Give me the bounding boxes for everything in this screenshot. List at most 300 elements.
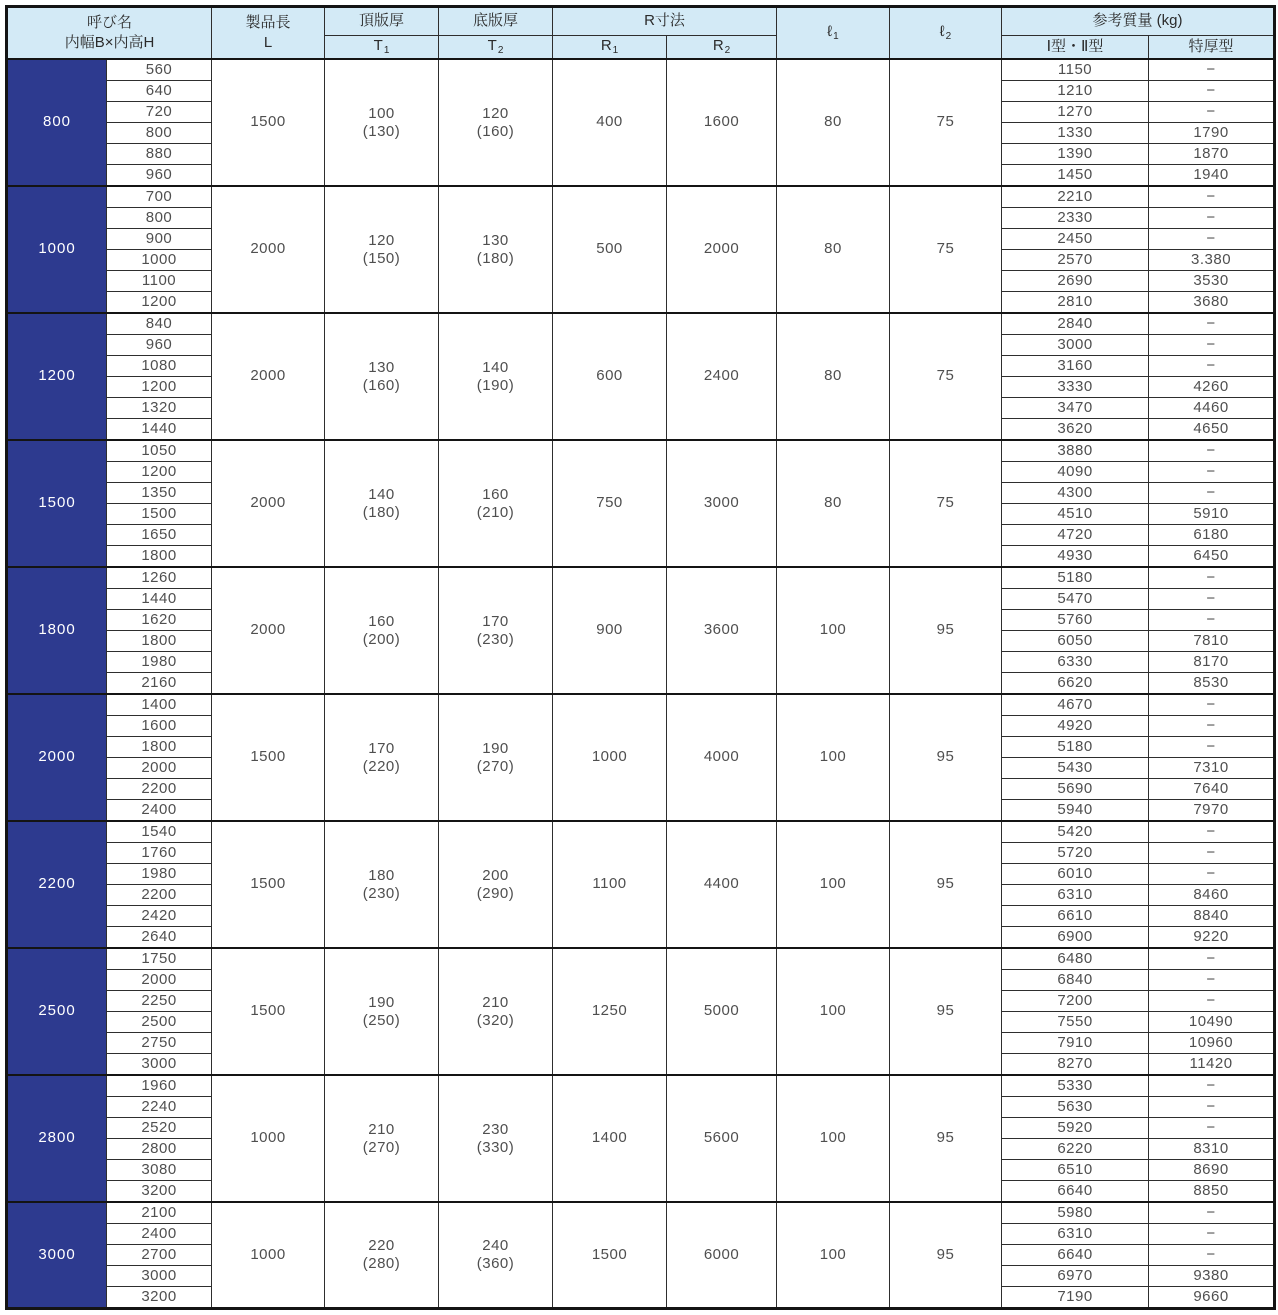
mass-extra-cell: 7310 — [1149, 758, 1275, 779]
mass-type12-cell: 4930 — [1002, 546, 1149, 568]
mass-type12-cell: 5920 — [1002, 1118, 1149, 1139]
mass-type12-cell: 6220 — [1002, 1139, 1149, 1160]
mass-type12-cell: 1210 — [1002, 81, 1149, 102]
mass-extra-cell: 7970 — [1149, 800, 1275, 822]
mass-type12-cell: 3000 — [1002, 335, 1149, 356]
mass-type12-cell: 6610 — [1002, 906, 1149, 927]
table-row — [7, 948, 1275, 970]
t2-value: 170 — [482, 612, 509, 630]
height-cell: 1050 — [107, 440, 212, 462]
mass-extra-cell: 9380 — [1149, 1266, 1275, 1287]
mass-type12-cell: 6840 — [1002, 970, 1149, 991]
mass-extra-cell: 10960 — [1149, 1033, 1275, 1054]
mass-extra-cell: − — [1149, 1224, 1275, 1245]
table-header — [7, 7, 1275, 60]
mass-extra-cell: 7810 — [1149, 631, 1275, 652]
mass-extra-cell: − — [1149, 737, 1275, 758]
mass-extra-cell: 3680 — [1149, 292, 1275, 314]
height-cell: 1200 — [107, 462, 212, 483]
table-row — [7, 694, 1275, 716]
height-cell: 1440 — [107, 419, 212, 441]
header-bottom-thickness: 底版厚 — [439, 7, 553, 36]
t2-value: 240 — [482, 1237, 509, 1254]
mass-extra-cell: − — [1149, 1097, 1275, 1118]
product-length-cell: 1500 — [212, 59, 325, 186]
bottom-thickness-cell — [439, 567, 553, 694]
mass-extra-cell: − — [1149, 1118, 1275, 1139]
mass-type12-cell: 2810 — [1002, 292, 1149, 314]
height-cell: 1960 — [107, 1075, 212, 1097]
height-cell: 1200 — [107, 292, 212, 314]
mass-type12-cell: 3330 — [1002, 377, 1149, 398]
height-cell: 1350 — [107, 483, 212, 504]
mass-extra-cell: − — [1149, 440, 1275, 462]
r2-cell: 3000 — [667, 440, 777, 567]
height-cell: 1540 — [107, 821, 212, 843]
mass-extra-cell: 8850 — [1149, 1181, 1275, 1203]
height-cell: 1440 — [107, 589, 212, 610]
mass-type12-cell: 4920 — [1002, 716, 1149, 737]
mass-extra-cell: 1790 — [1149, 123, 1275, 144]
r2-cell: 4000 — [667, 694, 777, 821]
header-top-thickness: 頂版厚 — [325, 7, 439, 36]
height-cell: 720 — [107, 102, 212, 123]
product-length-cell: 1500 — [212, 948, 325, 1075]
nominal-b-cell: 2500 — [7, 948, 107, 1075]
mass-extra-cell: − — [1149, 694, 1275, 716]
height-cell: 1600 — [107, 716, 212, 737]
top-thickness-cell — [325, 694, 439, 821]
header-mass-extra: 特厚型 — [1149, 36, 1275, 60]
header-row-1 — [7, 7, 1275, 36]
nominal-b-cell: 1500 — [7, 440, 107, 567]
mass-extra-cell: − — [1149, 313, 1275, 335]
l2-cell: 95 — [890, 694, 1002, 821]
height-cell: 960 — [107, 335, 212, 356]
height-cell: 640 — [107, 81, 212, 102]
r1-cell: 1500 — [553, 1202, 667, 1309]
mass-type12-cell: 6310 — [1002, 885, 1149, 906]
height-cell: 2160 — [107, 673, 212, 695]
t2-value: 120 — [482, 104, 509, 122]
mass-extra-cell: − — [1149, 567, 1275, 589]
height-cell: 800 — [107, 208, 212, 229]
height-cell: 2420 — [107, 906, 212, 927]
mass-type12-cell: 2450 — [1002, 229, 1149, 250]
mass-type12-cell: 1390 — [1002, 144, 1149, 165]
mass-type12-cell: 7550 — [1002, 1012, 1149, 1033]
bottom-thickness-cell — [439, 440, 553, 567]
t1-value: 210 — [368, 1120, 395, 1138]
mass-extra-cell: − — [1149, 186, 1275, 208]
t1-paren-value: (280) — [362, 1255, 401, 1272]
product-length-cell: 2000 — [212, 313, 325, 440]
r2-cell: 2000 — [667, 186, 777, 313]
l2-cell: 95 — [890, 821, 1002, 948]
height-cell: 3000 — [107, 1266, 212, 1287]
mass-extra-cell: − — [1149, 864, 1275, 885]
bottom-thickness-cell — [439, 694, 553, 821]
t1-subscript: 1 — [383, 45, 390, 57]
mass-type12-cell: 6310 — [1002, 1224, 1149, 1245]
top-thickness-cell — [325, 440, 439, 567]
nominal-b-cell: 800 — [7, 59, 107, 186]
header-t1 — [325, 36, 439, 60]
mass-type12-cell: 6970 — [1002, 1266, 1149, 1287]
product-length-cell: 2000 — [212, 186, 325, 313]
l2-cell: 95 — [890, 1202, 1002, 1309]
l2-cell: 75 — [890, 59, 1002, 186]
height-cell: 3200 — [107, 1181, 212, 1203]
mass-extra-cell: − — [1149, 229, 1275, 250]
top-thickness-cell — [325, 948, 439, 1075]
l2-cell: 95 — [890, 1075, 1002, 1202]
l1-cell: 100 — [777, 948, 890, 1075]
height-cell: 3080 — [107, 1160, 212, 1181]
r1-cell: 1100 — [553, 821, 667, 948]
mass-extra-cell: − — [1149, 589, 1275, 610]
t2-paren-value: (270) — [476, 757, 515, 775]
height-cell: 1620 — [107, 610, 212, 631]
r2-cell: 3600 — [667, 567, 777, 694]
t2-subscript: 2 — [497, 45, 504, 57]
mass-type12-cell: 7200 — [1002, 991, 1149, 1012]
t2-paren-value: (160) — [476, 122, 515, 140]
t1-value: 140 — [368, 485, 395, 503]
l1-cell: 100 — [777, 1202, 890, 1309]
mass-type12-cell: 7190 — [1002, 1287, 1149, 1309]
bottom-thickness-cell — [439, 186, 553, 313]
t1-value: 220 — [368, 1237, 395, 1254]
mass-type12-cell: 4720 — [1002, 525, 1149, 546]
mass-type12-cell: 5420 — [1002, 821, 1149, 843]
mass-type12-cell: 5690 — [1002, 779, 1149, 800]
mass-type12-cell: 5940 — [1002, 800, 1149, 822]
r1-symbol: R — [600, 37, 612, 55]
height-cell: 2200 — [107, 885, 212, 906]
r1-cell: 400 — [553, 59, 667, 186]
r1-cell: 1400 — [553, 1075, 667, 1202]
table-row — [7, 1075, 1275, 1097]
t2-paren-value: (210) — [476, 503, 515, 521]
r2-cell: 4400 — [667, 821, 777, 948]
t2-symbol: T — [487, 37, 497, 55]
product-length-cell: 2000 — [212, 440, 325, 567]
mass-extra-cell: 8310 — [1149, 1139, 1275, 1160]
height-cell: 2200 — [107, 779, 212, 800]
mass-type12-cell: 5760 — [1002, 610, 1149, 631]
r2-cell: 1600 — [667, 59, 777, 186]
height-cell: 1750 — [107, 948, 212, 970]
t1-paren-value: (180) — [362, 503, 401, 521]
t1-symbol: T — [373, 37, 383, 55]
r1-cell: 600 — [553, 313, 667, 440]
nominal-b-cell: 3000 — [7, 1202, 107, 1309]
product-length-cell: 1500 — [212, 694, 325, 821]
r1-cell: 1000 — [553, 694, 667, 821]
mass-type12-cell: 5720 — [1002, 843, 1149, 864]
mass-extra-cell: − — [1149, 843, 1275, 864]
height-cell: 1980 — [107, 864, 212, 885]
mass-type12-cell: 1150 — [1002, 59, 1149, 81]
mass-extra-cell: 4650 — [1149, 419, 1275, 441]
mass-extra-cell: − — [1149, 610, 1275, 631]
mass-extra-cell: − — [1149, 1245, 1275, 1266]
mass-extra-cell: 6180 — [1149, 525, 1275, 546]
mass-extra-cell: 3.380 — [1149, 250, 1275, 271]
mass-extra-cell: 4460 — [1149, 398, 1275, 419]
r2-cell: 5000 — [667, 948, 777, 1075]
mass-extra-cell: 10490 — [1149, 1012, 1275, 1033]
height-cell: 2520 — [107, 1118, 212, 1139]
l1-cell: 80 — [777, 313, 890, 440]
l1-cell: 80 — [777, 440, 890, 567]
mass-type12-cell: 6010 — [1002, 864, 1149, 885]
mass-extra-cell: 9660 — [1149, 1287, 1275, 1309]
product-length-cell: 2000 — [212, 567, 325, 694]
r1-cell: 1250 — [553, 948, 667, 1075]
mass-extra-cell: 9220 — [1149, 927, 1275, 949]
mass-extra-cell: 6450 — [1149, 546, 1275, 568]
nominal-b-cell: 2800 — [7, 1075, 107, 1202]
header-r-dimension: R寸法 — [553, 7, 777, 36]
r2-cell: 6000 — [667, 1202, 777, 1309]
mass-type12-cell: 6480 — [1002, 948, 1149, 970]
mass-type12-cell: 4510 — [1002, 504, 1149, 525]
nominal-b-cell: 2200 — [7, 821, 107, 948]
mass-extra-cell: 8530 — [1149, 673, 1275, 695]
mass-type12-cell: 5630 — [1002, 1097, 1149, 1118]
height-cell: 2800 — [107, 1139, 212, 1160]
mass-type12-cell: 7910 — [1002, 1033, 1149, 1054]
header-l2 — [890, 7, 1002, 60]
table-row — [7, 440, 1275, 462]
t2-paren-value: (320) — [476, 1011, 515, 1029]
t2-value: 200 — [482, 866, 509, 884]
header-r2 — [667, 36, 777, 60]
mass-type12-cell: 6640 — [1002, 1181, 1149, 1203]
mass-type12-cell: 5470 — [1002, 589, 1149, 610]
table-row — [7, 567, 1275, 589]
mass-extra-cell: 4260 — [1149, 377, 1275, 398]
table-row — [7, 1202, 1275, 1224]
height-cell: 960 — [107, 165, 212, 187]
mass-extra-cell: 11420 — [1149, 1054, 1275, 1076]
mass-type12-cell: 6510 — [1002, 1160, 1149, 1181]
t2-value: 140 — [482, 358, 509, 376]
t2-value: 130 — [482, 231, 509, 249]
top-thickness-cell — [325, 186, 439, 313]
mass-extra-cell: − — [1149, 81, 1275, 102]
height-cell: 2640 — [107, 927, 212, 949]
height-cell: 1100 — [107, 271, 212, 292]
mass-extra-cell: 8690 — [1149, 1160, 1275, 1181]
t1-value: 160 — [368, 612, 395, 630]
height-cell: 3200 — [107, 1287, 212, 1309]
t1-paren-value: (150) — [362, 249, 401, 267]
l2-cell: 95 — [890, 567, 1002, 694]
r2-cell: 5600 — [667, 1075, 777, 1202]
mass-type12-cell: 4300 — [1002, 483, 1149, 504]
mass-extra-cell: 5910 — [1149, 504, 1275, 525]
mass-type12-cell: 5330 — [1002, 1075, 1149, 1097]
height-cell: 2000 — [107, 758, 212, 779]
mass-extra-cell: − — [1149, 335, 1275, 356]
r2-subscript: 2 — [724, 45, 731, 57]
mass-extra-cell: − — [1149, 1202, 1275, 1224]
mass-extra-cell: − — [1149, 59, 1275, 81]
l1-cell: 100 — [777, 567, 890, 694]
l2-symbol: ℓ — [939, 23, 945, 41]
header-r1 — [553, 36, 667, 60]
header-mass-type12: Ⅰ型・Ⅱ型 — [1002, 36, 1149, 60]
height-cell: 2000 — [107, 970, 212, 991]
height-cell: 1080 — [107, 356, 212, 377]
mass-type12-cell: 4090 — [1002, 462, 1149, 483]
height-cell: 880 — [107, 144, 212, 165]
mass-extra-cell: − — [1149, 991, 1275, 1012]
mass-type12-cell: 3470 — [1002, 398, 1149, 419]
l1-symbol: ℓ — [827, 23, 833, 41]
mass-extra-cell: 1870 — [1149, 144, 1275, 165]
t1-paren-value: (160) — [362, 376, 401, 394]
t1-paren-value: (270) — [362, 1138, 401, 1156]
mass-type12-cell: 5180 — [1002, 737, 1149, 758]
t2-value: 230 — [482, 1120, 509, 1138]
nominal-b-cell: 1800 — [7, 567, 107, 694]
height-cell: 3000 — [107, 1054, 212, 1076]
t2-value: 160 — [482, 485, 509, 503]
mass-type12-cell: 3880 — [1002, 440, 1149, 462]
mass-type12-cell: 8270 — [1002, 1054, 1149, 1076]
r1-cell: 900 — [553, 567, 667, 694]
header-length-symbol: L — [263, 34, 273, 51]
header-nominal-title: 呼び名 — [87, 14, 133, 31]
l1-cell: 80 — [777, 186, 890, 313]
t1-paren-value: (230) — [362, 884, 401, 902]
mass-extra-cell: 1940 — [1149, 165, 1275, 187]
height-cell: 1500 — [107, 504, 212, 525]
r2-symbol: R — [712, 37, 724, 55]
t2-paren-value: (360) — [476, 1255, 515, 1272]
mass-type12-cell: 6330 — [1002, 652, 1149, 673]
height-cell: 840 — [107, 313, 212, 335]
r1-cell: 500 — [553, 186, 667, 313]
mass-extra-cell: − — [1149, 716, 1275, 737]
t2-value: 190 — [482, 739, 509, 757]
height-cell: 2700 — [107, 1245, 212, 1266]
t1-paren-value: (250) — [362, 1011, 401, 1029]
l1-cell: 80 — [777, 59, 890, 186]
header-t2 — [439, 36, 553, 60]
l2-cell: 75 — [890, 313, 1002, 440]
height-cell: 2100 — [107, 1202, 212, 1224]
mass-extra-cell: 8460 — [1149, 885, 1275, 906]
nominal-b-cell: 1200 — [7, 313, 107, 440]
height-cell: 2750 — [107, 1033, 212, 1054]
header-product-length — [212, 7, 325, 60]
l2-cell: 75 — [890, 440, 1002, 567]
mass-extra-cell: − — [1149, 462, 1275, 483]
mass-type12-cell: 6640 — [1002, 1245, 1149, 1266]
nominal-b-cell: 1000 — [7, 186, 107, 313]
product-length-cell: 1500 — [212, 821, 325, 948]
nominal-b-cell: 2000 — [7, 694, 107, 821]
l1-subscript: 1 — [833, 31, 839, 43]
header-nominal-name — [7, 7, 212, 60]
mass-extra-cell: 8170 — [1149, 652, 1275, 673]
header-l1 — [777, 7, 890, 60]
top-thickness-cell — [325, 567, 439, 694]
mass-extra-cell: − — [1149, 948, 1275, 970]
t2-paren-value: (330) — [476, 1138, 515, 1156]
header-reference-mass: 参考質量 (kg) — [1002, 7, 1275, 36]
height-cell: 800 — [107, 123, 212, 144]
l2-cell: 75 — [890, 186, 1002, 313]
spec-table — [5, 5, 1276, 1310]
mass-extra-cell: − — [1149, 970, 1275, 991]
t2-paren-value: (230) — [476, 630, 515, 648]
table-row — [7, 313, 1275, 335]
mass-extra-cell: 7640 — [1149, 779, 1275, 800]
mass-type12-cell: 3160 — [1002, 356, 1149, 377]
header-nominal-sub: 内幅B×内高H — [64, 34, 155, 51]
height-cell: 560 — [107, 59, 212, 81]
t1-paren-value: (200) — [362, 630, 401, 648]
bottom-thickness-cell — [439, 821, 553, 948]
t2-paren-value: (180) — [476, 249, 515, 267]
mass-extra-cell: − — [1149, 356, 1275, 377]
mass-extra-cell: 8840 — [1149, 906, 1275, 927]
top-thickness-cell — [325, 59, 439, 186]
product-length-cell: 1000 — [212, 1202, 325, 1309]
product-length-cell: 1000 — [212, 1075, 325, 1202]
mass-type12-cell: 6620 — [1002, 673, 1149, 695]
height-cell: 2400 — [107, 800, 212, 822]
l1-cell: 100 — [777, 694, 890, 821]
l2-cell: 95 — [890, 948, 1002, 1075]
mass-type12-cell: 5980 — [1002, 1202, 1149, 1224]
t1-value: 170 — [368, 739, 395, 757]
mass-type12-cell: 6050 — [1002, 631, 1149, 652]
l1-cell: 100 — [777, 1075, 890, 1202]
t1-value: 120 — [368, 231, 395, 249]
height-cell: 1650 — [107, 525, 212, 546]
t1-value: 180 — [368, 866, 395, 884]
mass-type12-cell: 1450 — [1002, 165, 1149, 187]
height-cell: 1000 — [107, 250, 212, 271]
table-row — [7, 186, 1275, 208]
bottom-thickness-cell — [439, 1202, 553, 1309]
height-cell: 900 — [107, 229, 212, 250]
mass-type12-cell: 2570 — [1002, 250, 1149, 271]
t1-value: 100 — [368, 104, 395, 122]
t1-value: 190 — [368, 993, 395, 1011]
r1-subscript: 1 — [612, 45, 619, 57]
mass-extra-cell: − — [1149, 208, 1275, 229]
height-cell: 1800 — [107, 737, 212, 758]
table-row — [7, 821, 1275, 843]
mass-type12-cell: 5430 — [1002, 758, 1149, 779]
mass-type12-cell: 4670 — [1002, 694, 1149, 716]
mass-type12-cell: 3620 — [1002, 419, 1149, 441]
mass-extra-cell: − — [1149, 483, 1275, 504]
height-cell: 1760 — [107, 843, 212, 864]
t2-paren-value: (290) — [476, 884, 515, 902]
top-thickness-cell — [325, 821, 439, 948]
bottom-thickness-cell — [439, 1075, 553, 1202]
top-thickness-cell — [325, 313, 439, 440]
